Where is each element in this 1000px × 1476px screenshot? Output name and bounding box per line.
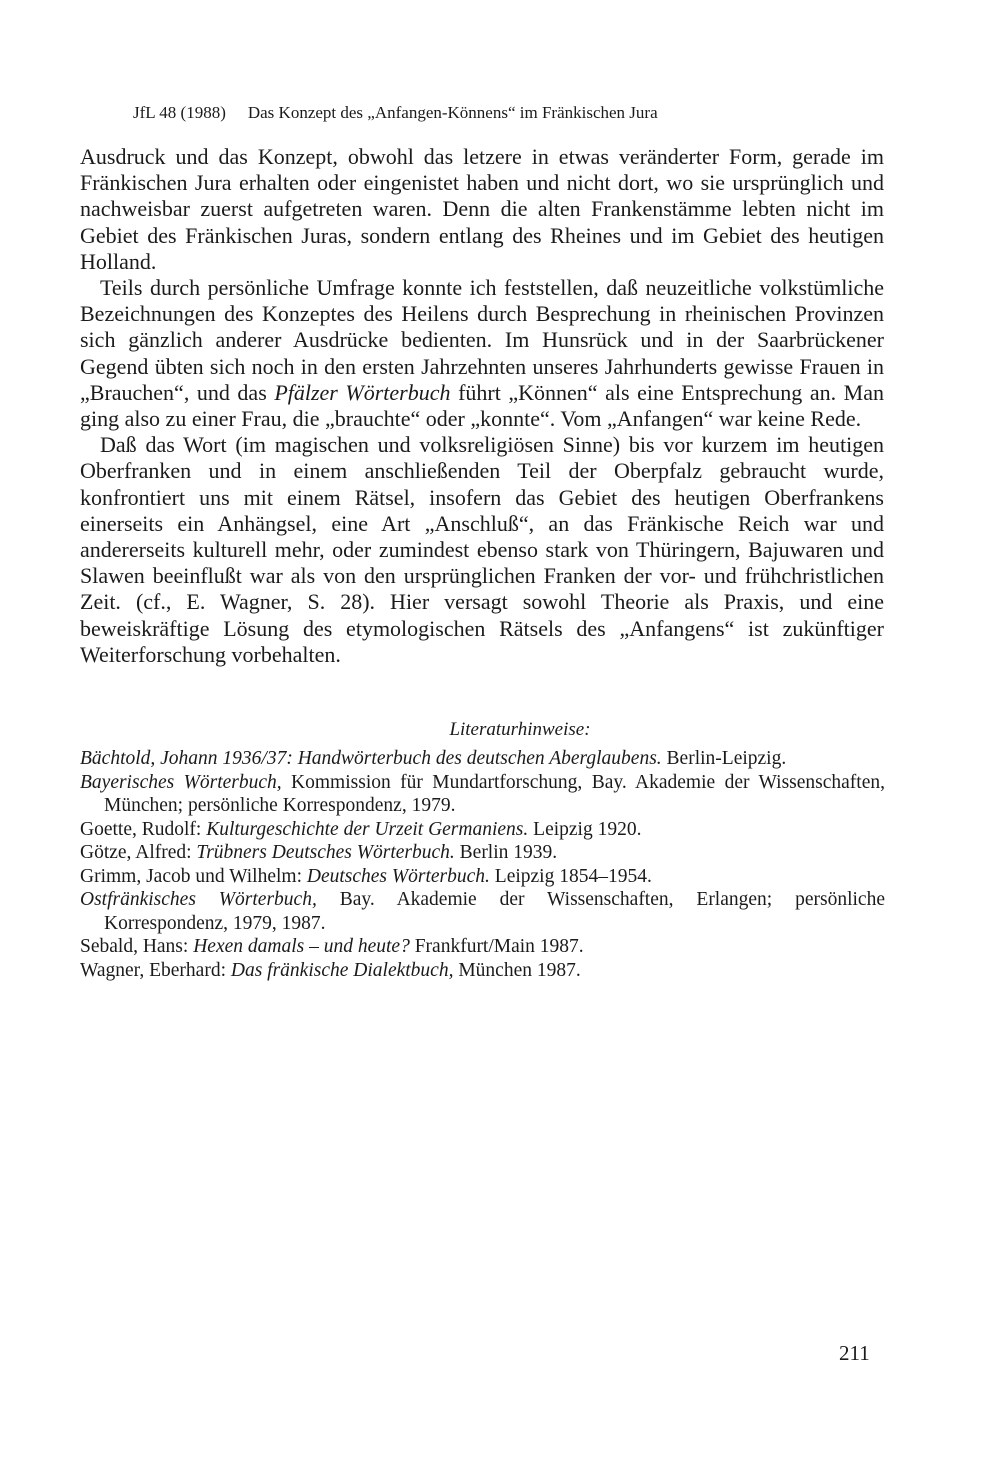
journal-citation: JfL 48 (1988) [133, 103, 226, 122]
reference-author: Wagner, Eberhard: [80, 959, 231, 981]
reference-title: Kulturgeschichte der Urzeit Germaniens. [206, 818, 529, 840]
reference-entry [80, 888, 885, 935]
reference-entry [80, 935, 885, 959]
reference-entry [80, 747, 885, 771]
reference-title: Ostfränkisches Wörterbuch, [80, 889, 317, 910]
reference-author: Goette, Rudolf: [80, 818, 207, 840]
reference-entry [80, 771, 885, 818]
reference-details: Berlin-Leipzig. [661, 748, 787, 769]
reference-title: Hexen damals – und heute? [193, 936, 410, 957]
running-header [133, 102, 893, 124]
reference-entry [80, 865, 885, 889]
reference-details: Berlin 1939. [454, 842, 558, 863]
paragraph [80, 275, 884, 432]
reference-details: Leipzig 1854–1954. [489, 865, 652, 887]
reference-title: Bayerisches Wörterbuch, [80, 771, 282, 793]
reference-entry [80, 959, 885, 983]
reference-title: Das fränkische Dialektbuch, [230, 959, 454, 981]
reference-entry [80, 841, 885, 865]
reference-entry [80, 818, 885, 842]
page-number: 211 [839, 1341, 870, 1365]
reference-details: Bay. Akademie der Wissenschaften, Erlangen; persönliche Korrespondenz, 1979, 1987. [104, 889, 885, 934]
reference-details: München 1987. [453, 959, 581, 981]
references-heading: Literaturhinweise: [449, 719, 591, 740]
paragraph-text: Teils durch persönliche Umfrage konnte ich feststellen, daß neuzeitliche volkstümliche Bezeichnungen des Konzeptes des Heilens durch Besprechung in rheinischen Provinzen sich gänzlich anderer Ausdrücke bedienten. Im Hunsrück und in der Saarbrückener Gegend übten sich noch in den ersten Jahrzehnten unseres Jahrhunderts gewisse Frauen in „Brauchen“, und das [80, 275, 884, 405]
reference-details: Frankfurt/Main 1987. [409, 936, 584, 957]
reference-details: Leipzig 1920. [528, 818, 642, 840]
body-text [80, 144, 884, 668]
reference-details: Kommission für Mundartforschung, Bay. Akademie der Wissenschaften, München; persönliche Korrespondenz, 1979. [104, 771, 885, 816]
work-title: Pfälzer Wörterbuch [274, 379, 451, 405]
paragraph: Daß das Wort (im magischen und volksreligiösen Sinne) bis vor kurzem im heutigen Oberfranken und in einem anschließenden Teil der Oberpfalz gebraucht wurde, konfrontiert uns mit einem Rätsel, insofern das Gebiet des heutigen Oberfrankens einerseits ein Anhängsel, eine Art „Anschluß“, an das Fränkische Reich war und andererseits kulturell mehr, oder zumindest ebenso stark von Thüringern, Bajuwaren und Slawen beeinflußt war als von den ursprünglichen Franken der vor- und frühchristlichen Zeit. (cf., E. Wagner, S. 28). Hier versagt sowohl Theorie als Praxis, und eine beweiskräftige Lösung des etymologischen Rätsels des „Anfangens“ ist zukünftiger Weiterforschung vorbehalten. [80, 432, 884, 667]
reference-author: Grimm, Jacob und Wilhelm: [80, 865, 307, 887]
running-title: Das Konzept des „Anfangen-Könnens“ im Fränkischen Jura [247, 103, 658, 122]
reference-title: Trübners Deutsches Wörterbuch. [196, 842, 455, 863]
reference-title: Deutsches Wörterbuch. [306, 865, 490, 887]
reference-title: Bächtold, Johann 1936/37: Handwörterbuch des deutschen Aberglaubens. [80, 748, 662, 769]
reference-author: Sebald, Hans: [80, 936, 194, 957]
paragraph: Ausdruck und das Konzept, obwohl das letzere in etwas veränderter Form, gerade im Fränkischen Jura erhalten oder eingenistet haben und nicht dort, wo sie ursprünglich und nachweisbar zuerst aufgetreten waren. Denn die alten Frankenstämme lebten nicht im Gebiet des Fränkischen Juras, sondern entlang des Rheines und im Gebiet des heutigen Holland. [80, 144, 884, 274]
reference-author: Götze, Alfred: [80, 842, 197, 863]
reference-list [80, 747, 885, 982]
paragraph-text: führt „Können“ als eine Entsprechung an. Man ging also zu einer Frau, die „brauchte“ oder „konnte“. Vom „Anfangen“ war keine Rede. [80, 379, 884, 432]
